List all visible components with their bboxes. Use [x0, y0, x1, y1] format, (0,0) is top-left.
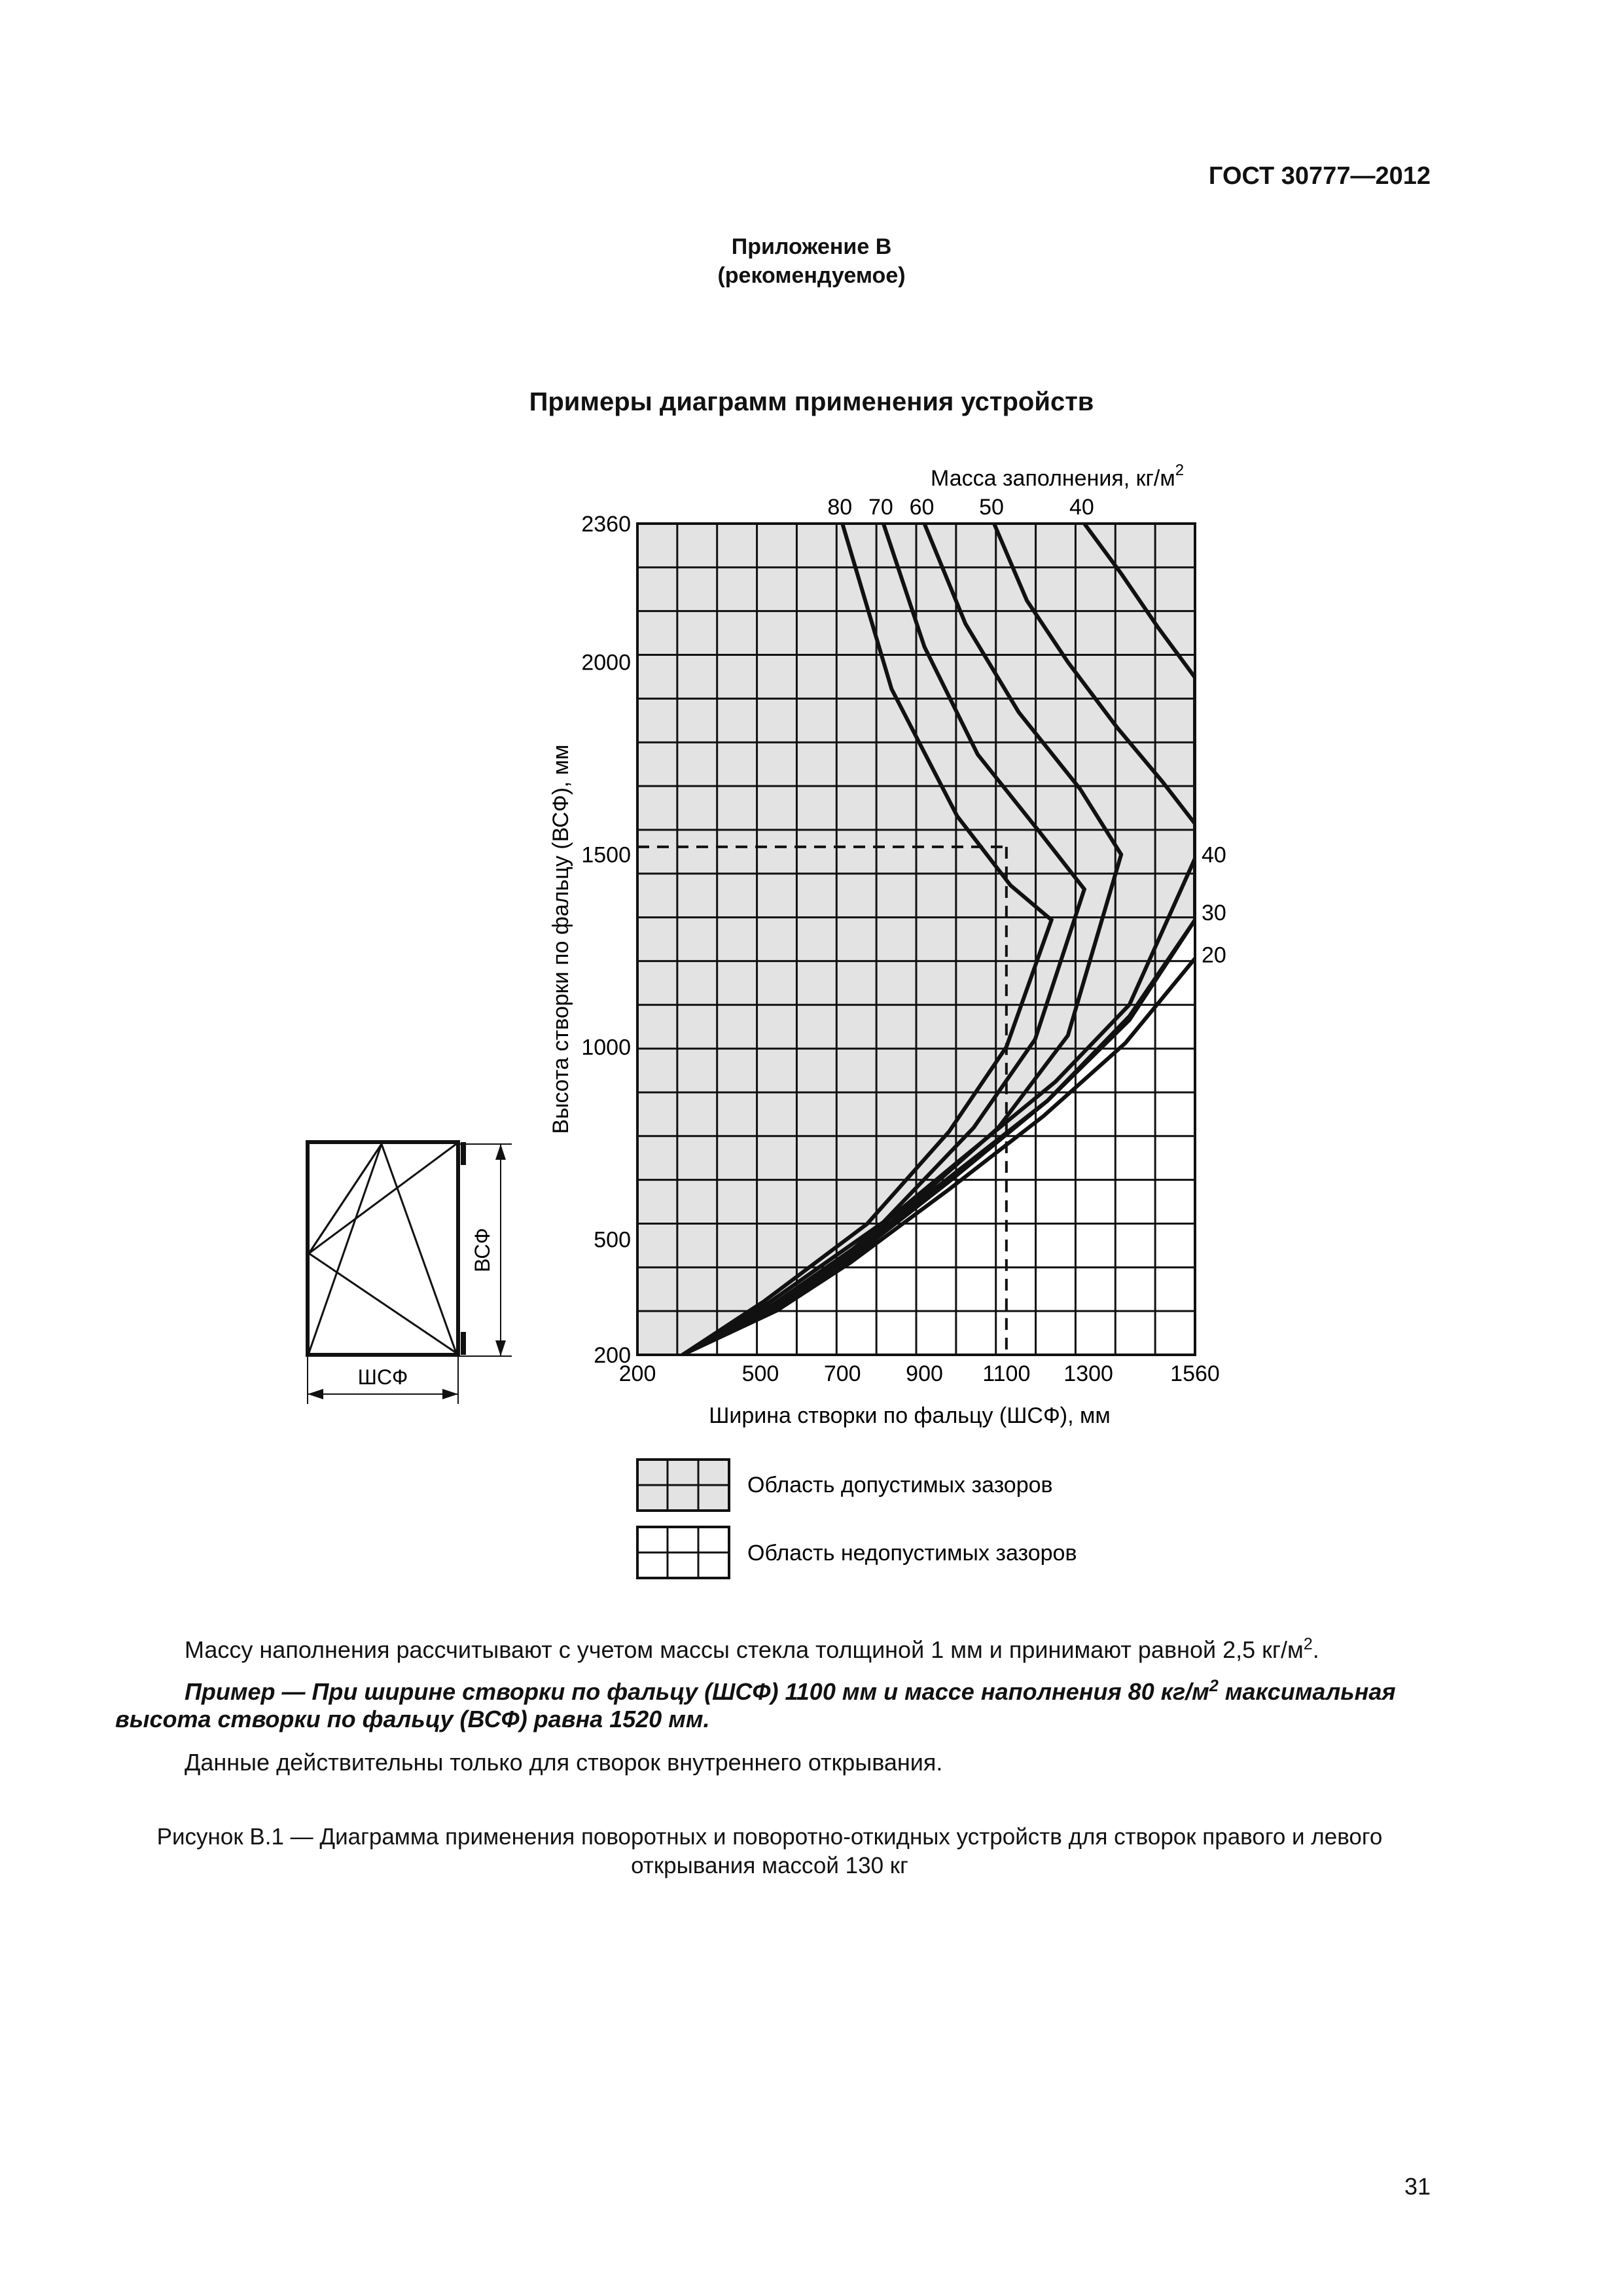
sash-diagram: [308, 1142, 512, 1404]
right-mass-label: 30: [1202, 900, 1226, 925]
x-tick-label: 500: [741, 1361, 779, 1386]
x-tick-label: 1300: [1063, 1361, 1113, 1386]
sash-line: [309, 1144, 382, 1253]
top-mass-label: 50: [979, 495, 1004, 520]
legend-allowed-label: Область допустимых зазоров: [747, 1473, 1053, 1498]
x-tick-label: 1560: [1170, 1361, 1220, 1386]
y-tick-label: 500: [594, 1227, 631, 1253]
sash-line: [309, 1253, 456, 1353]
x-tick-label: 1100: [982, 1361, 1031, 1386]
x-tick-label: 900: [906, 1361, 943, 1386]
y-tick-label: 200: [594, 1343, 631, 1368]
x-tick-label: 700: [823, 1361, 861, 1386]
example-line-2: высота створки по фальцу (ВСФ) равна 1520 мм.: [115, 1706, 710, 1732]
example-line-1: Пример — При ширине створки по фальцу (ШСФ) 1100 мм и массе наполнения 80 $кг/м^2$ максимальная: [185, 1677, 1396, 1705]
y-tick-label: 1000: [581, 1035, 631, 1060]
caption-line-2: открывания массой 130 кг: [631, 1853, 908, 1878]
figure-caption: [115, 1823, 1424, 1880]
top-mass-label: 40: [1069, 495, 1094, 520]
y-axis-label: Высота створки по фальцу (ВСФ), мм: [548, 744, 573, 1134]
y-tick-label: 2000: [581, 650, 631, 675]
x-tick-label: 200: [618, 1361, 656, 1386]
right-mass-label: 20: [1202, 942, 1226, 968]
sash-line: [382, 1144, 456, 1353]
mass-note: Массу наполнения рассчитывают с учетом массы стекла толщиной 1 мм и принимают равной 2,5 $кг/м^2$.: [185, 1635, 1319, 1663]
top-mass-label: 60: [909, 495, 935, 520]
sash-frame: [308, 1142, 458, 1355]
standard-number: ГОСТ 30777—2012: [1208, 162, 1431, 190]
sash-line: [309, 1144, 456, 1253]
y-tick-label: 1500: [581, 842, 631, 868]
legend-forbidden-swatch: [637, 1527, 729, 1578]
top-mass-label: 70: [868, 495, 893, 520]
top-mass-label: 80: [827, 495, 853, 520]
x-axis-label: Ширина створки по фальцу (ШСФ), мм: [709, 1403, 1111, 1428]
right-mass-label: 40: [1202, 842, 1226, 868]
y-tick-label: 2360: [581, 512, 631, 537]
legend-allowed-swatch: [637, 1460, 729, 1511]
legend: [637, 1460, 1077, 1578]
sash-width-label: ШСФ: [357, 1365, 408, 1389]
appendix-title: Приложение В: [731, 234, 892, 259]
legend-forbidden-label: Область недопустимых зазоров: [747, 1541, 1077, 1566]
page-number: 31: [1404, 2173, 1431, 2200]
caption-line-1: Рисунок В.1 — Диаграмма применения поворотных и поворотно-откидных устройств для створок правого и левого: [156, 1824, 1383, 1850]
section-title: Примеры диаграмм применения устройств: [529, 387, 1094, 416]
sash-height-label: ВСФ: [471, 1228, 494, 1272]
validity-note: Данные действительны только для створок внутреннего открывания.: [185, 1749, 943, 1776]
top-axis-label: Масса заполнения, $кг/м^2$: [931, 461, 1185, 491]
sash-line: [309, 1144, 382, 1353]
appendix-note: (рекомендуемое): [717, 263, 906, 288]
